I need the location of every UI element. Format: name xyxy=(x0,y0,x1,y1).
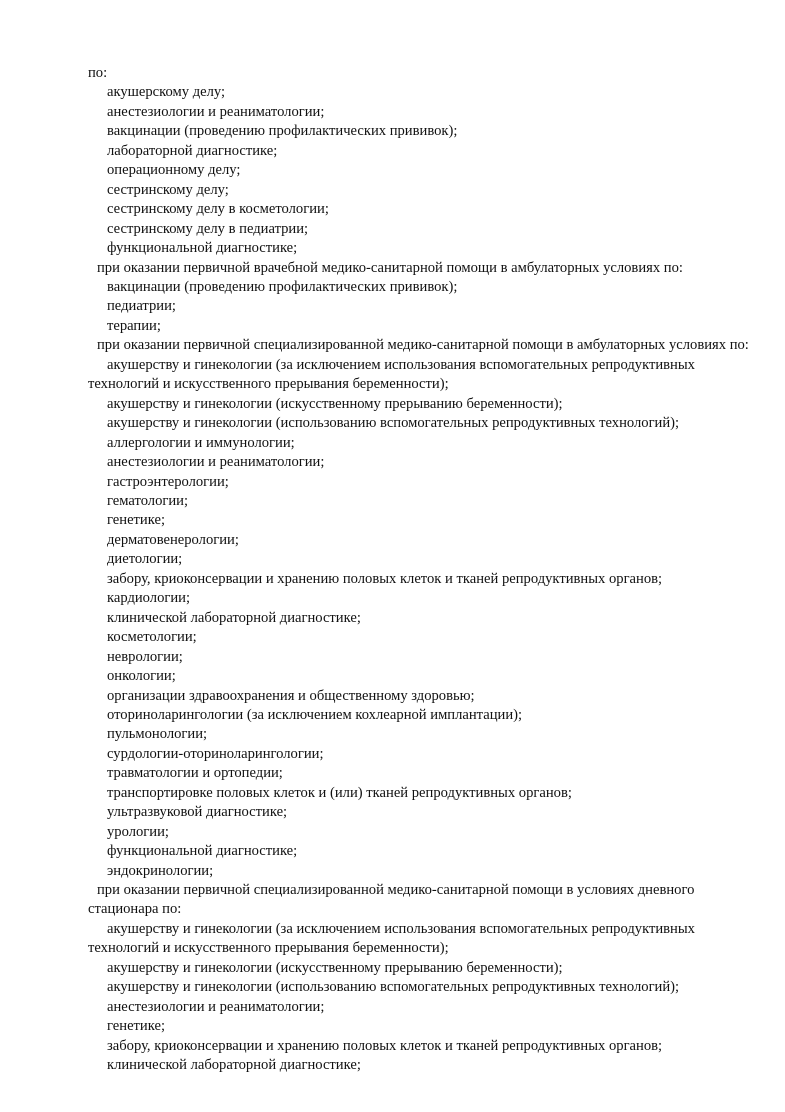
list-item: аллергологии и иммунологии; xyxy=(107,434,295,451)
list-item: гематологии; xyxy=(107,492,189,509)
list-item: анестезиологии и реаниматологии; xyxy=(107,998,325,1015)
list-item: генетике; xyxy=(107,1018,166,1035)
list-item: косметологии; xyxy=(107,629,197,646)
list-item: акушерству и гинекологии (искусственному прерыванию беременности); xyxy=(107,959,563,976)
section-heading: при оказании первичной специализированной медико-санитарной помощи в амбулаторных условиях по: xyxy=(97,337,749,354)
list-item: диетологии; xyxy=(107,551,183,568)
list-item: оториноларингологии (за исключением кохлеарной имплантации); xyxy=(107,706,523,723)
list-item: функциональной диагностике; xyxy=(107,240,298,257)
list-item: транспортировке половых клеток и (или) тканей репродуктивных органов; xyxy=(107,784,572,801)
list-item: анестезиологии и реаниматологии; xyxy=(107,103,325,120)
list-item: вакцинации (проведению профилактических прививок); xyxy=(107,278,458,295)
list-item: акушерству и гинекологии (использованию вспомогательных репродуктивных технологий); xyxy=(107,415,680,432)
lead-text: по: xyxy=(88,65,108,81)
list-item: анестезиологии и реаниматологии; xyxy=(107,454,325,471)
list-item: генетике; xyxy=(107,512,166,529)
list-item: клинической лабораторной диагностике; xyxy=(107,1057,361,1074)
section-heading: при оказании первичной специализированной медико-санитарной помощи в условиях дневного стационара по: xyxy=(88,882,699,918)
list-item: забору, криоконсервации и хранению половых клеток и тканей репродуктивных органов; xyxy=(107,570,663,587)
section-specialized-ambulatory xyxy=(88,336,753,881)
section-heading: при оказании первичной врачебной медико-санитарной помощи в амбулаторных условиях по: xyxy=(97,259,683,276)
list-item: онкологии; xyxy=(107,668,176,685)
list-item: сурдологии-оториноларингологии; xyxy=(107,745,324,762)
list-item: сестринскому делу в косметологии; xyxy=(107,201,329,218)
list-item: травматологии и ортопедии; xyxy=(107,765,283,782)
list-item: сестринскому делу; xyxy=(107,181,229,198)
list-item: операционному делу; xyxy=(107,162,241,179)
list-item: эндокринологии; xyxy=(107,862,214,879)
list-item: организации здравоохранения и общественному здоровью; xyxy=(107,687,475,704)
list-item: клинической лабораторной диагностике; xyxy=(107,609,361,626)
list-item: функциональной диагностике; xyxy=(107,843,298,860)
list-item: пульмонологии; xyxy=(107,726,208,743)
list-item: акушерству и гинекологии (использованию вспомогательных репродуктивных технологий); xyxy=(107,979,680,996)
list-item: акушерству и гинекологии (искусственному прерыванию беременности); xyxy=(107,395,563,412)
list-item: акушерству и гинекологии (за исключением использования вспомогательных репродуктивных технологий и искусственного прерывания беременности); xyxy=(88,356,699,393)
list-item: акушерскому делу; xyxy=(107,84,226,101)
document-body xyxy=(88,64,753,1076)
list-item: неврологии; xyxy=(107,648,183,665)
list-item: терапии; xyxy=(107,317,161,334)
section-general xyxy=(88,83,753,258)
section-primary-physician-ambulatory xyxy=(88,259,753,337)
list-item: сестринскому делу в педиатрии; xyxy=(107,220,309,237)
list-item: ультразвуковой диагностике; xyxy=(107,804,288,821)
list-item: вакцинации (проведению профилактических прививок); xyxy=(107,123,458,140)
list-item: акушерству и гинекологии (за исключением использования вспомогательных репродуктивных технологий и искусственного прерывания беременности); xyxy=(88,920,699,957)
list-item: урологии; xyxy=(107,823,169,840)
list-item: гастроэнтерологии; xyxy=(107,473,229,490)
section-specialized-day-hospital xyxy=(88,881,753,1076)
list-item: забору, криоконсервации и хранению половых клеток и тканей репродуктивных органов; xyxy=(107,1037,663,1054)
list-item: дерматовенерологии; xyxy=(107,531,239,548)
list-item: лабораторной диагностике; xyxy=(107,142,278,159)
list-item: педиатрии; xyxy=(107,298,176,315)
list-item: кардиологии; xyxy=(107,590,191,607)
